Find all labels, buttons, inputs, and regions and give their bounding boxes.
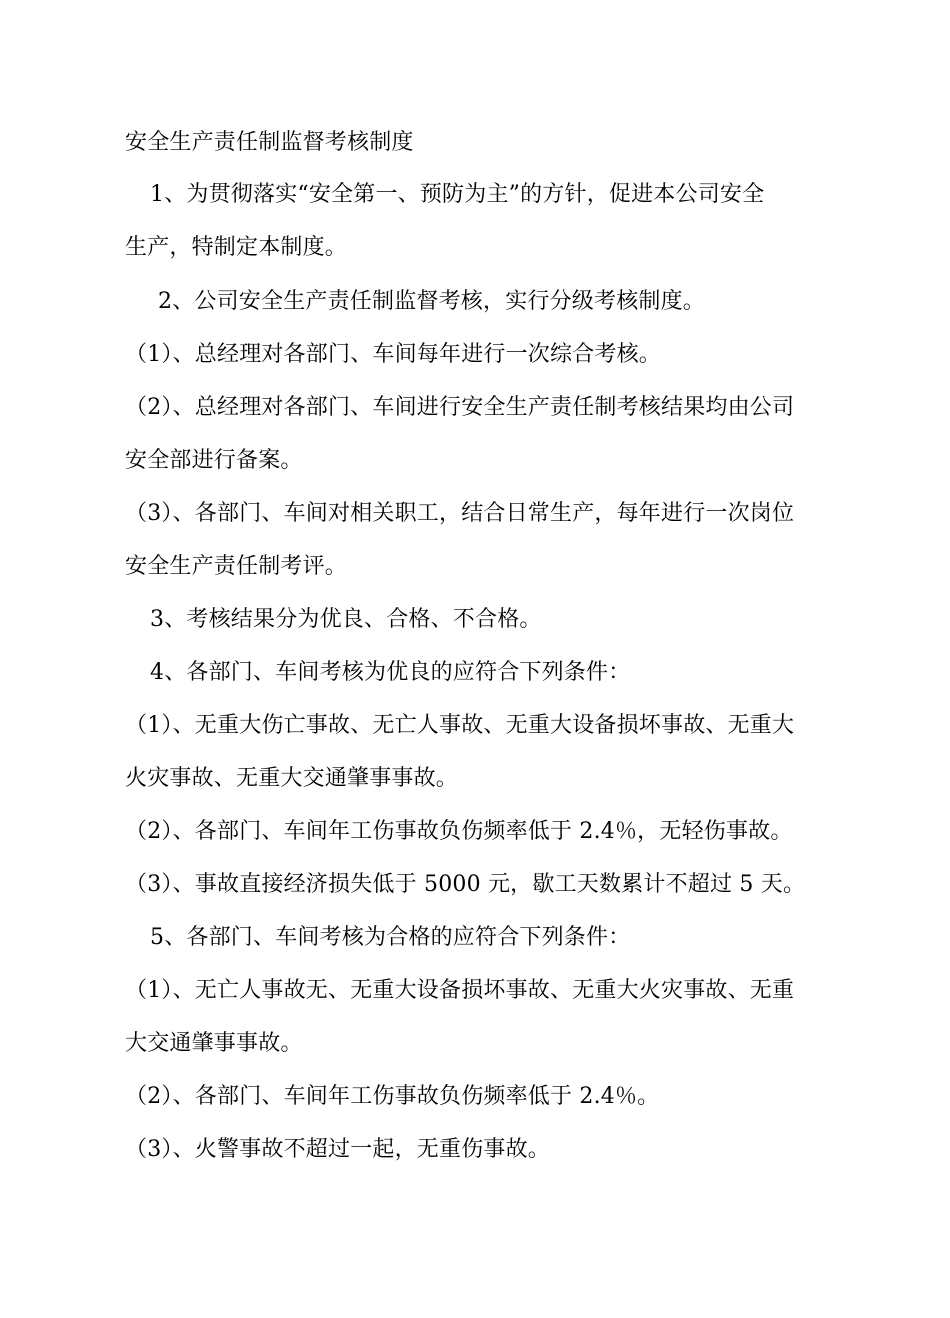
paragraph-2: 2、公司安全生产责任制监督考核，实行分级考核制度。	[158, 289, 705, 314]
paragraph-5-item-1-line-1: （1）、无亡人事故无、无重大设备损坏事故、无重大火灾事故、无重	[125, 978, 795, 1003]
paragraph-2-item-2-line-1: （2）、总经理对各部门、车间进行安全生产责任制考核结果均由公司	[125, 395, 795, 420]
paragraph-4: 4、各部门、车间考核为优良的应符合下列条件：	[150, 660, 631, 685]
paragraph-5-item-1-line-2: 大交通肇事事故。	[125, 1031, 303, 1056]
paragraph-2-item-3-line-2: 安全生产责任制考评。	[125, 554, 348, 579]
paragraph-4-item-1-line-2: 火灾事故、无重大交通肇事事故。	[125, 766, 459, 791]
paragraph-2-item-2-line-2: 安全部进行备案。	[125, 448, 303, 473]
paragraph-4-item-3: （3）、事故直接经济损失低于 5000 元，歇工天数累计不超过 5 天。	[125, 872, 806, 897]
paragraph-1-line-1: 1、为贯彻落实“安全第一、预防为主”的方针，促进本公司安全	[150, 182, 765, 207]
paragraph-5-item-3: （3）、火警事故不超过一起，无重伤事故。	[125, 1137, 550, 1162]
paragraph-4-item-2: （2）、各部门、车间年工伤事故负伤频率低于 2.4％，无轻伤事故。	[125, 819, 793, 844]
paragraph-3: 3、考核结果分为优良、合格、不合格。	[150, 607, 542, 632]
document-title: 安全生产责任制监督考核制度	[125, 130, 414, 155]
paragraph-5: 5、各部门、车间考核为合格的应符合下列条件：	[150, 925, 631, 950]
paragraph-2-item-3-line-1: （3）、各部门、车间对相关职工，结合日常生产，每年进行一次岗位	[125, 501, 795, 526]
paragraph-1-line-2: 生产，特制定本制度。	[125, 235, 348, 260]
paragraph-2-item-1: （1）、总经理对各部门、车间每年进行一次综合考核。	[125, 342, 661, 367]
paragraph-5-item-2: （2）、各部门、车间年工伤事故负伤频率低于 2.4％。	[125, 1084, 660, 1109]
paragraph-4-item-1-line-1: （1）、无重大伤亡事故、无亡人事故、无重大设备损坏事故、无重大	[125, 713, 795, 738]
